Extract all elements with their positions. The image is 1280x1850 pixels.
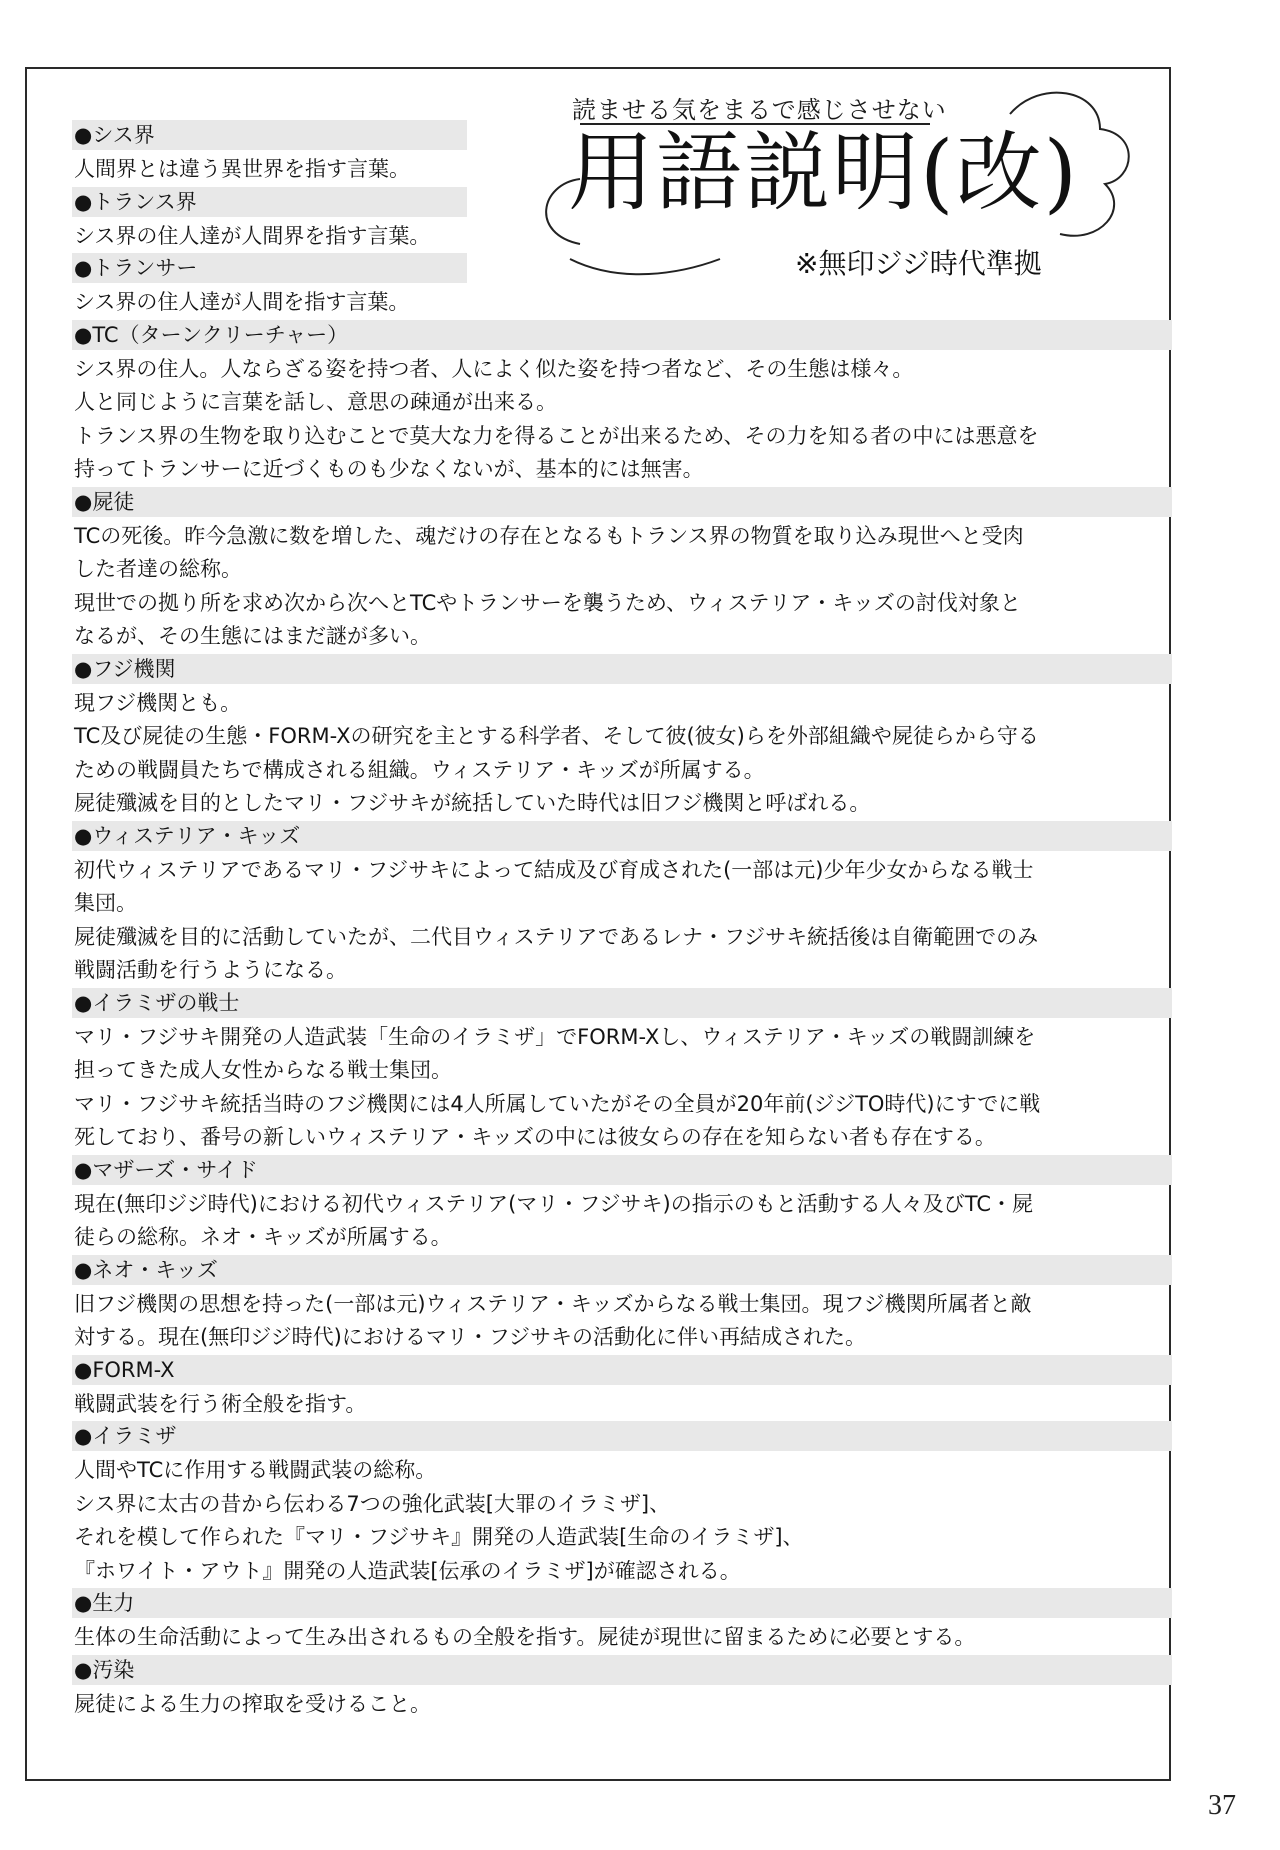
definition-line: 戦闘武装を行う術全般を指す。 [74,1391,367,1416]
definition-line: 現在(無印ジジ時代)における初代ウィステリア(マリ・フジサキ)の指示のもと活動する人々及びTC・屍 [74,1191,1033,1216]
entry-definition [72,1388,1132,1422]
entry-definition [72,1621,1132,1655]
glossary-entry [72,187,1132,254]
definition-line: シス界の住人達が人間を指す言葉。 [74,290,410,314]
entry-term: ●生力 [72,1588,1172,1618]
glossary-entry [72,320,1132,487]
definition-line: トランス界の生物を取り込むことで莫大な力を得ることが出来るため、その力を知る者の中には悪意を [74,423,1039,448]
entry-definition [72,286,1132,320]
definition-line: した者達の総称。 [74,557,242,581]
entry-definition [72,520,1132,654]
entry-term: ●マザーズ・サイド [72,1155,1172,1185]
glossary-entry [72,821,1132,988]
entry-term: ●屍徒 [72,487,1172,517]
definition-line: 人間界とは違う異世界を指す言葉。 [74,157,410,181]
definition-line: 屍徒による生力の搾取を受けること。 [74,1691,431,1716]
definition-line: 旧フジ機関の思想を持った(一部は元)ウィステリア・キッズからなる戦士集団。現フジ機関所属者と敵 [74,1291,1032,1316]
glossary-entry [72,1655,1132,1722]
glossary-entry [72,1588,1132,1655]
definition-line: なるが、その生態にはまだ謎が多い。 [74,624,431,648]
entry-term: ●トランサー [72,253,467,283]
glossary-entry [72,120,1132,187]
glossary-entry [72,1355,1132,1422]
title-note: ※無印ジジ時代準拠 [795,247,1042,280]
definition-line: 対する。現在(無印ジジ時代)におけるマリ・フジサキの活動化に伴い再結成された。 [74,1325,867,1349]
glossary-entry [72,654,1132,821]
entry-term: ●FORM-X [72,1355,1172,1385]
entry-definition [72,687,1132,821]
definition-line: マリ・フジサキ統括当時のフジ機関には4人所属していたがその全員が20年前(ジジTO時代)にすでに戦 [74,1091,1041,1116]
definition-line: 人と同じように言葉を話し、意思の疎通が出来る。 [74,390,557,414]
subtitle: 読ませる気をまるで感じさせない [572,96,947,124]
glossary-entry [72,253,1132,320]
definition-line: 人間やTCに作用する戦闘武装の総称。 [74,1458,437,1482]
glossary-entry [72,1421,1132,1588]
entry-definition [72,1454,1132,1588]
entry-definition [72,353,1132,487]
entry-term: ●汚染 [72,1655,1172,1685]
definition-line: 現世での拠り所を求め次から次へとTCやトランサーを襲うため、ウィステリア・キッズの討伐対象と [74,590,1021,615]
definition-line: 戦闘活動を行うようになる。 [74,958,347,982]
definition-line: 屍徒殲滅を目的に活動していたが、二代目ウィステリアであるレナ・フジサキ統括後は自衛範囲でのみ [74,924,1039,949]
definition-line: TC及び屍徒の生態・FORM-Xの研究を主とする科学者、そして彼(彼女)らを外部組織や屍徒らから守る [74,724,1039,748]
glossary-list [72,120,1132,1721]
definition-line: TCの死後。昨今急激に数を増した、魂だけの存在となるもトランス界の物質を取り込み現世へと受肉 [74,523,1024,548]
entry-definition [72,220,1132,254]
entry-definition [72,1688,1132,1722]
entry-term: ●イラミザの戦士 [72,988,1172,1018]
entry-term: ●TC（ターンクリーチャー） [72,320,1172,350]
definition-line: ための戦闘員たちで構成される組織。ウィステリア・キッズが所属する。 [74,757,765,782]
entry-term: ●シス界 [72,120,467,150]
glossary-entry [72,1155,1132,1255]
entry-definition [72,153,1132,187]
definition-line: マリ・フジサキ開発の人造武装「生命のイラミザ」でFORM-Xし、ウィステリア・キッズの戦闘訓練を [74,1024,1036,1049]
glossary-entry [72,988,1132,1155]
entry-term: ●ウィステリア・キッズ [72,821,1172,851]
definition-line: 初代ウィステリアであるマリ・フジサキによって結成及び育成された(一部は元)少年少女からなる戦士 [74,857,1034,882]
definition-line: 死しており、番号の新しいウィステリア・キッズの中には彼女らの存在を知らない者も存在する。 [74,1125,996,1149]
definition-line: シス界に太古の昔から伝わる7つの強化武装[大罪のイラミザ]、 [74,1491,671,1516]
definition-line: 『ホワイト・アウト』開発の人造武装[伝承のイラミザ]が確認される。 [74,1558,741,1583]
glossary-entry [72,487,1132,654]
entry-term: ●イラミザ [72,1421,1172,1451]
entry-definition [72,1021,1132,1155]
definition-line: シス界の住人達が人間界を指す言葉。 [74,223,431,248]
page-number: 37 [1208,1790,1236,1821]
entry-term: ●ネオ・キッズ [72,1255,1172,1285]
entry-term: ●トランス界 [72,187,467,217]
definition-line: それを模して作られた『マリ・フジサキ』開発の人造武装[生命のイラミザ]、 [74,1525,804,1549]
page-title: 用語説明(改) [568,123,1080,223]
entry-definition [72,1288,1132,1355]
glossary-entry [72,1255,1132,1355]
definition-line: シス界の住人。人ならざる姿を持つ者、人によく似た姿を持つ者など、その生態は様々。 [74,356,914,381]
definition-line: 屍徒殲滅を目的としたマリ・フジサキが統括していた時代は旧フジ機関と呼ばれる。 [74,791,871,815]
definition-line: 生体の生命活動によって生み出されるもの全般を指す。屍徒が現世に留まるために必要とする。 [74,1625,976,1649]
definition-line: 持ってトランサーに近づくものも少なくないが、基本的には無害。 [74,457,704,481]
definition-line: 現フジ機関とも。 [74,690,242,715]
entry-term: ●フジ機関 [72,654,1172,684]
entry-definition [72,1188,1132,1255]
definition-line: 集団。 [74,891,137,915]
entry-definition [72,854,1132,988]
definition-line: 担ってきた成人女性からなる戦士集団。 [74,1058,452,1082]
definition-line: 徒らの総称。ネオ・キッズが所属する。 [74,1225,452,1249]
